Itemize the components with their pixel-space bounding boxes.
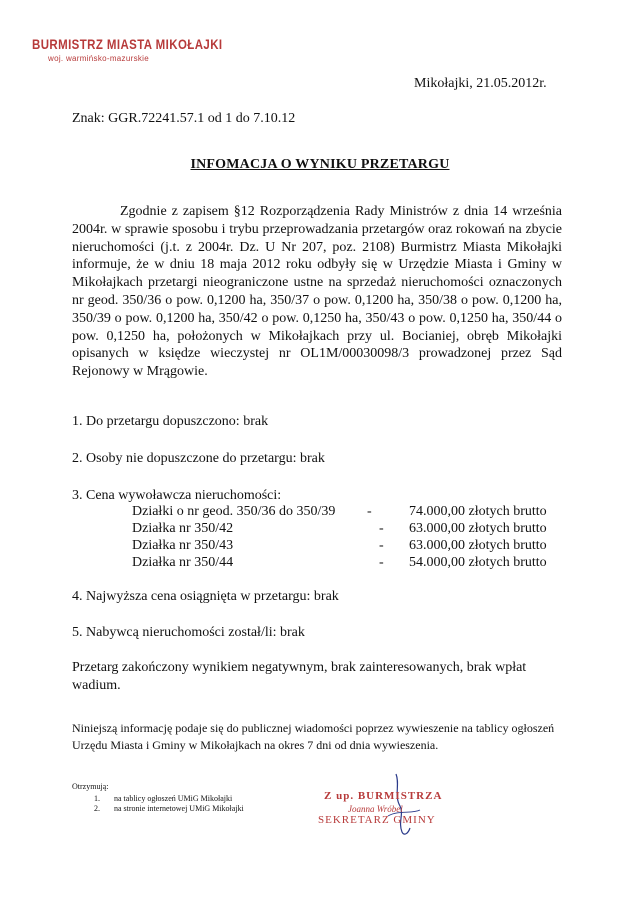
place-and-date: Mikołajki, 21.05.2012r. xyxy=(414,76,547,91)
stamp-region: woj. warmińsko-mazurskie xyxy=(48,54,149,63)
parcel-cell: Działki o nr geod. 350/36 do 350/39 xyxy=(132,504,336,519)
list-text: na tablicy ogłoszeń UMiG Mikołajki xyxy=(114,794,233,803)
item-admitted: 1. Do przetargu dopuszczono: brak xyxy=(72,414,269,429)
stamp-deputy-line: Z up. BURMISTRZA xyxy=(324,790,443,802)
price-cell: 63.000,00 złotych brutto xyxy=(409,521,547,536)
list-item xyxy=(94,804,244,814)
item-buyer: 5. Nabywcą nieruchomości został/li: brak xyxy=(72,625,305,640)
notice-paragraph: Niniejszą informację podaje się do publicznej wiadomości poprzez wywieszenie na tablicy ogłoszeń Urzędu Miasta i Gminy w Mikołajkach na okres 7 dni od dnia wywieszenia. xyxy=(72,721,555,752)
signature-stamp xyxy=(316,790,456,826)
dash-cell: - xyxy=(379,538,384,553)
item-highest-price: 4. Najwyższa cena osiągnięta w przetargu: brak xyxy=(72,589,339,604)
intro-paragraph: Zgodnie z zapisem §12 Rozporządzenia Rady Ministrów z dnia 14 września 2004r. w sprawie sposobu i trybu przeprowadzania przetargów oraz rokowań na zbycie nieruchomości (j.t. z 2004r. Dz. U Nr 207, poz. 2108) Burmistrz Miasta Mikołajki informuje, że w dniu 18 maja 2012 roku odbyły się w Urzędzie Miasta i Gminy w Mikołajkach przetargi nieograniczone ustne na sprzedaż nieruchomości oznaczonych nr geod. 350/36 o pow. 0,1200 ha, 350/37 o pow. 0,1200 ha, 350/38 o pow. 0,1200 ha, 350/39 o pow. 0,1200 ha, 350/42 o pow. 0,1250 ha, 350/43 o pow. 0,1250 ha, 350/44 o pow. 0,1250 ha, położonych w Mikołajkach przy ul. Bocianiej, obręb Mikołajki opisanych w księdze wieczystej nr OL1M/00030098/3 prowadzonej przez Sąd Rejonowy w Mrągowie. xyxy=(72,204,562,380)
price-row xyxy=(132,521,547,538)
dash-cell: - xyxy=(379,521,384,536)
parcel-cell: Działka nr 350/44 xyxy=(132,555,234,570)
stamp-signatory-name: Joanna Wróbel xyxy=(348,804,403,814)
dash-cell: - xyxy=(379,555,384,570)
recipients-label: Otrzymują: xyxy=(72,782,109,791)
stamp-position: SEKRETARZ GMINY xyxy=(318,814,436,826)
list-number: 1. xyxy=(94,794,100,803)
list-item xyxy=(94,794,244,804)
price-cell: 63.000,00 złotych brutto xyxy=(409,538,547,553)
recipients-block xyxy=(72,782,244,814)
price-table xyxy=(132,504,547,572)
price-cell: 74.000,00 złotych brutto xyxy=(409,504,547,519)
parcel-cell: Działka nr 350/42 xyxy=(132,521,234,536)
price-row xyxy=(132,504,547,521)
dash-cell: - xyxy=(367,504,372,519)
document-title: INFOMACJA O WYNIKU PRZETARGU xyxy=(190,157,450,172)
stamp-office-name: BURMISTRZ MIASTA MIKOŁAJKI xyxy=(32,36,223,52)
item-not-admitted: 2. Osoby nie dopuszczone do przetargu: brak xyxy=(72,451,325,466)
price-row xyxy=(132,555,547,572)
price-row xyxy=(132,538,547,555)
list-number: 2. xyxy=(94,804,100,813)
recipients-list xyxy=(72,794,244,814)
parcel-cell: Działka nr 350/43 xyxy=(132,538,234,553)
office-stamp xyxy=(32,36,232,63)
item-starting-price: 3. Cena wywoławcza nieruchomości: xyxy=(72,488,282,503)
reference-number: Znak: GGR.72241.57.1 od 1 do 7.10.12 xyxy=(72,111,296,126)
list-text: na stronie internetowej UMiG Mikołajki xyxy=(114,804,244,813)
closing-paragraph: Przetarg zakończony wynikiem negatywnym, brak zainteresowanych, brak wpłat wadium. xyxy=(72,660,527,693)
price-cell: 54.000,00 złotych brutto xyxy=(409,555,547,570)
